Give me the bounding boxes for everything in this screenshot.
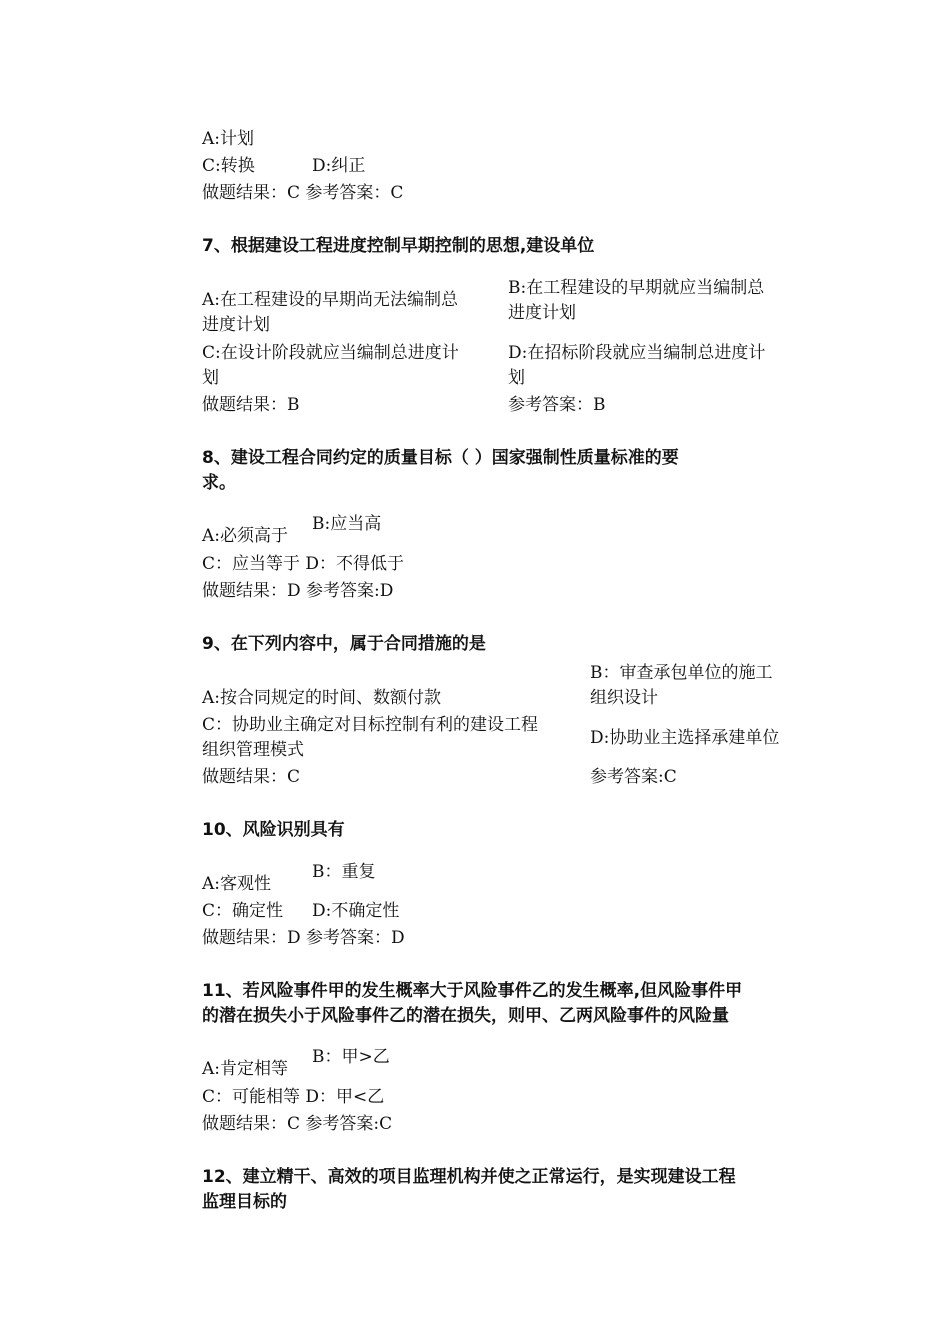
q7-option-c-line2: 划 [202,368,219,388]
q9-option-c-line1: C：协助业主确定对目标控制有利的建设工程 [202,715,539,735]
q8-option-cd: C：应当等于 D：不得低于 [202,554,405,574]
q9-option-c-line2: 组织管理模式 [202,740,304,760]
q12-title-line2: 监理目标的 [202,1192,287,1212]
q8-result: 做题结果：D 参考答案:D [202,581,394,601]
q7-option-b-line2: 进度计划 [508,303,576,323]
q6-option-a: A:计划 [202,129,255,149]
q9-option-b-line2: 组织设计 [590,688,658,708]
q9-title: 9、在下列内容中，属于合同措施的是 [202,634,486,654]
q10-result: 做题结果：D 参考答案：D [202,928,405,948]
q12-title-line1: 12、建立精干、高效的项目监理机构并使之正常运行，是实现建设工程 [202,1167,736,1187]
q8-option-a: A:必须高于 [202,526,289,546]
q7-option-d-line1: D:在招标阶段就应当编制总进度计 [508,343,766,363]
q11-title-line2: 的潜在损失小于风险事件乙的潜在损失，则甲、乙两风险事件的风险量 [202,1006,729,1026]
q9-option-a: A:按合同规定的时间、数额付款 [202,688,442,708]
q6-result: 做题结果：C 参考答案：C [202,183,404,203]
q11-option-cd: C：可能相等 D：甲<乙 [202,1087,385,1107]
q7-result: 做题结果：B [202,395,300,415]
q6-option-d: D:纠正 [312,156,366,176]
q7-title: 7、根据建设工程进度控制早期控制的思想,建设单位 [202,236,595,256]
q7-answer: 参考答案：B [508,395,606,415]
q9-option-b-line1: B：审查承包单位的施工 [590,663,773,683]
q8-title-line1: 8、建设工程合同约定的质量目标（ ）国家强制性质量标准的要 [202,448,679,468]
q11-title-line1: 11、若风险事件甲的发生概率大于风险事件乙的发生概率,但风险事件甲 [202,981,743,1001]
q8-title-line2: 求。 [202,473,236,493]
q7-option-a-line2: 进度计划 [202,315,270,335]
q10-option-c: C：确定性 [202,901,284,921]
q7-option-d-line2: 划 [508,368,525,388]
q9-answer: 参考答案:C [590,767,677,787]
q11-option-a: A:肯定相等 [202,1059,289,1079]
q8-option-b: B:应当高 [312,514,382,534]
q11-result: 做题结果：C 参考答案:C [202,1114,393,1134]
q10-option-d: D:不确定性 [312,901,400,921]
q7-option-b-line1: B:在工程建设的早期就应当编制总 [508,278,765,298]
q9-result: 做题结果：C [202,767,301,787]
q7-option-a-line1: A:在工程建设的早期尚无法编制总 [202,290,459,310]
q11-option-b: B：甲>乙 [312,1047,390,1067]
q10-option-a: A:客观性 [202,874,272,894]
q6-option-c: C:转换 [202,156,255,176]
q10-title: 10、风险识别具有 [202,820,345,840]
q10-option-b: B：重复 [312,862,376,882]
q7-option-c-line1: C:在设计阶段就应当编制总进度计 [202,343,459,363]
q9-option-d: D:协助业主选择承建单位 [590,728,780,748]
